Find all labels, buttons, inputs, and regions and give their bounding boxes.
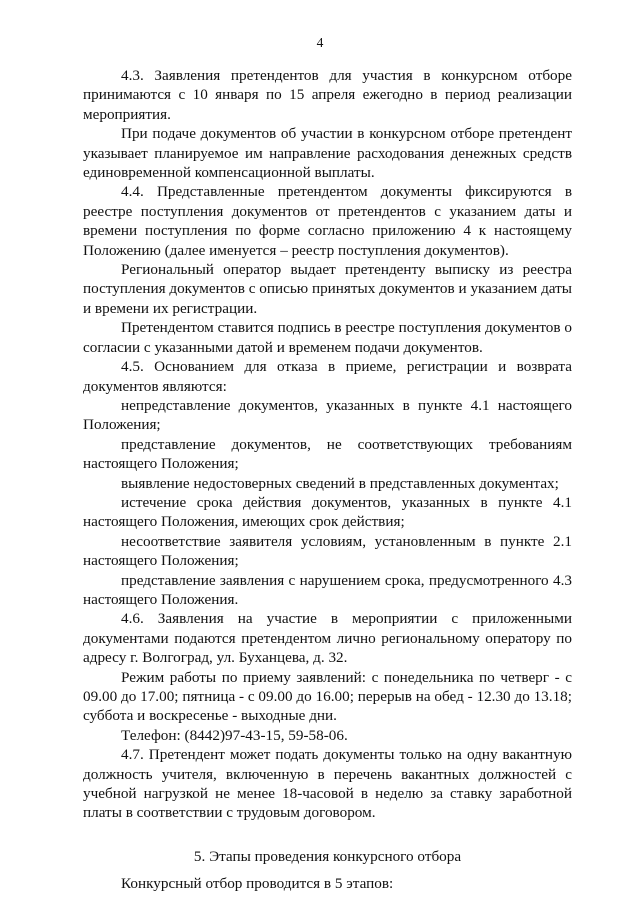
paragraph-4-3-direction: При подаче документов об участии в конкурсном отборе претендент указывает планируемое им направление расходования денежных средств единовременной компенсационной выплаты. [83,125,572,182]
paragraph-4-4-signature: Претендентом ставится подпись в реестре поступления документов о согласии с указанными датой и временем подачи документов. [83,319,572,356]
paragraph-4-6: 4.6. Заявления на участие в мероприятии с приложенными документами подаются претендентом лично региональному оператору по адресу г. Волгоград, ул. Буханцева, д. 32. [83,610,572,667]
refusal-reason-5: несоответствие заявителя условиям, установленным в пункте 2.1 настоящего Положения; [83,532,572,570]
refusal-reason-1: непредставление документов, указанных в пункте 4.1 настоящего Положения; [83,396,572,434]
paragraph-4-3: 4.3. Заявления претендентов для участия в конкурсном отборе принимаются с 10 января по 15 апреля ежегодно в период реализации мероприятия. [83,67,572,123]
paragraph-4-7: 4.7. Претендент может подать документы только на одну вакантную должность учителя, включенную в перечень вакантных должностей с учебной нагрузкой не менее 18-часовой в неделю за ставку заработной платы в соответствии с трудовым договором. [83,746,572,822]
refusal-reason-6: представление заявления с нарушением срока, предусмотренного 4.3 настоящего Положения. [83,571,572,608]
office-hours: Режим работы по приему заявлений: с понедельника по четверг - с 09.00 до 17.00; пятница - с 09.00 до 16.00; перерыв на обед - 12.30 до 13.18; суббота и воскресенье - выходные дни. [83,668,572,725]
paragraph-4-4-extract: Региональный оператор выдает претенденту выписку из реестра поступления документов с описью принятых документов и указанием даты и времени их регистрации. [83,261,572,317]
paragraph-4-4: 4.4. Представленные претендентом документы фиксируются в реестре поступления документов от претендентов с указанием даты и времени поступления по форме согласно приложению 4 к настоящему Положению (далее именуется – реестр поступления документов). [83,183,572,259]
closing-paragraph: Конкурсный отбор проводится в 5 этапов: [121,875,394,893]
phone-numbers: Телефон: (8442)97-43-15, 59-58-06. [121,726,348,744]
page-number: 4 [316,35,324,50]
paragraph-4-5: 4.5. Основанием для отказа в приеме, регистрации и возврата документов являются: [83,358,572,395]
document-body [83,66,572,894]
section-heading: 5. Этапы проведения конкурсного отбора [193,847,462,865]
refusal-reason-2: представление документов, не соответствующих требованиям настоящего Положения; [83,435,572,473]
refusal-reason-4: истечение срока действия документов, указанных в пункте 4.1 настоящего Положения, имеющих срок действия; [83,493,572,531]
refusal-reason-3: выявление недостоверных сведений в представленных документах; [121,474,559,492]
